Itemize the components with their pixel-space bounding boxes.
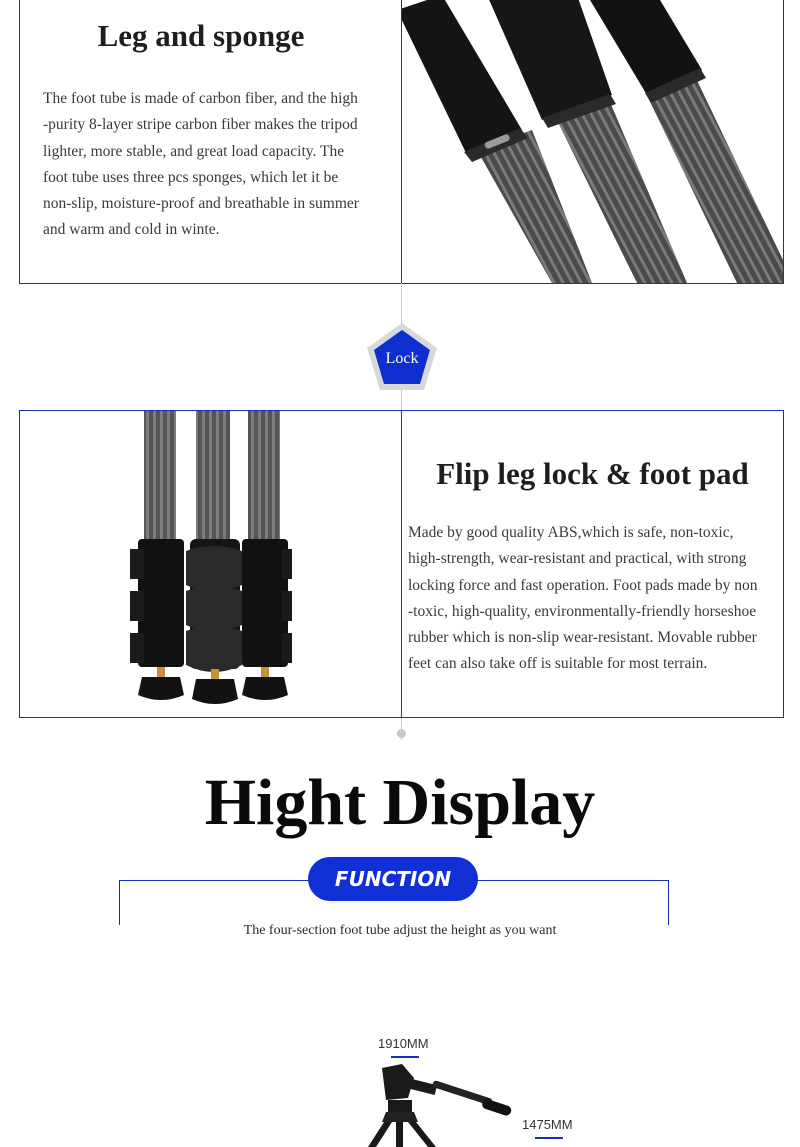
height-marker-max (391, 1056, 419, 1058)
height-display-title: Hight Display (204, 766, 596, 839)
tripod-head-image (360, 1060, 520, 1147)
flip-lock-legs-image (20, 411, 401, 717)
text-line: Made by good quality ABS,which is safe, non-toxic, (408, 524, 734, 541)
text-line: high-strength, wear-resistant and practical, with strong (408, 550, 747, 568)
height-label-max: 1910MM (378, 1036, 429, 1051)
text-line: The foot tube is made of carbon fiber, and the high (43, 90, 358, 107)
flip-lock-title: Flip leg lock & foot pad (436, 456, 749, 491)
sponge-legs-image (402, 0, 783, 283)
text-line: -toxic, high-quality, environmentally-friendly horseshoe (408, 602, 757, 620)
height-marker-mid (535, 1137, 563, 1139)
height-label-mid: 1475MM (522, 1117, 573, 1132)
text-line: locking force and fast operation. Foot pads made by non (408, 576, 758, 594)
leg-sponge-text (43, 86, 388, 244)
height-display-subtitle: The four-section foot tube adjust the height as you want (243, 923, 557, 938)
lock-badge-label: Lock (385, 350, 419, 367)
text-line: foot tube uses three pcs sponges, which let it be (43, 168, 339, 186)
leg-sponge-title: Leg and sponge (97, 18, 305, 53)
text-line: lighter, more stable, and great load capacity. The (43, 142, 345, 160)
function-badge: FUNCTION (308, 857, 478, 901)
text-line: rubber which is non-slip wear-resistant. Movable rubber (408, 629, 757, 647)
text-line: -purity 8-layer stripe carbon fiber makes the tripod (43, 116, 358, 134)
connector-dot (397, 729, 406, 738)
text-line: non-slip, moisture-proof and breathable in summer (43, 195, 359, 213)
text-line: and warm and cold in winte. (43, 221, 220, 239)
flip-lock-text (408, 520, 780, 678)
text-line: feet can also take off is suitable for most terrain. (408, 655, 708, 673)
